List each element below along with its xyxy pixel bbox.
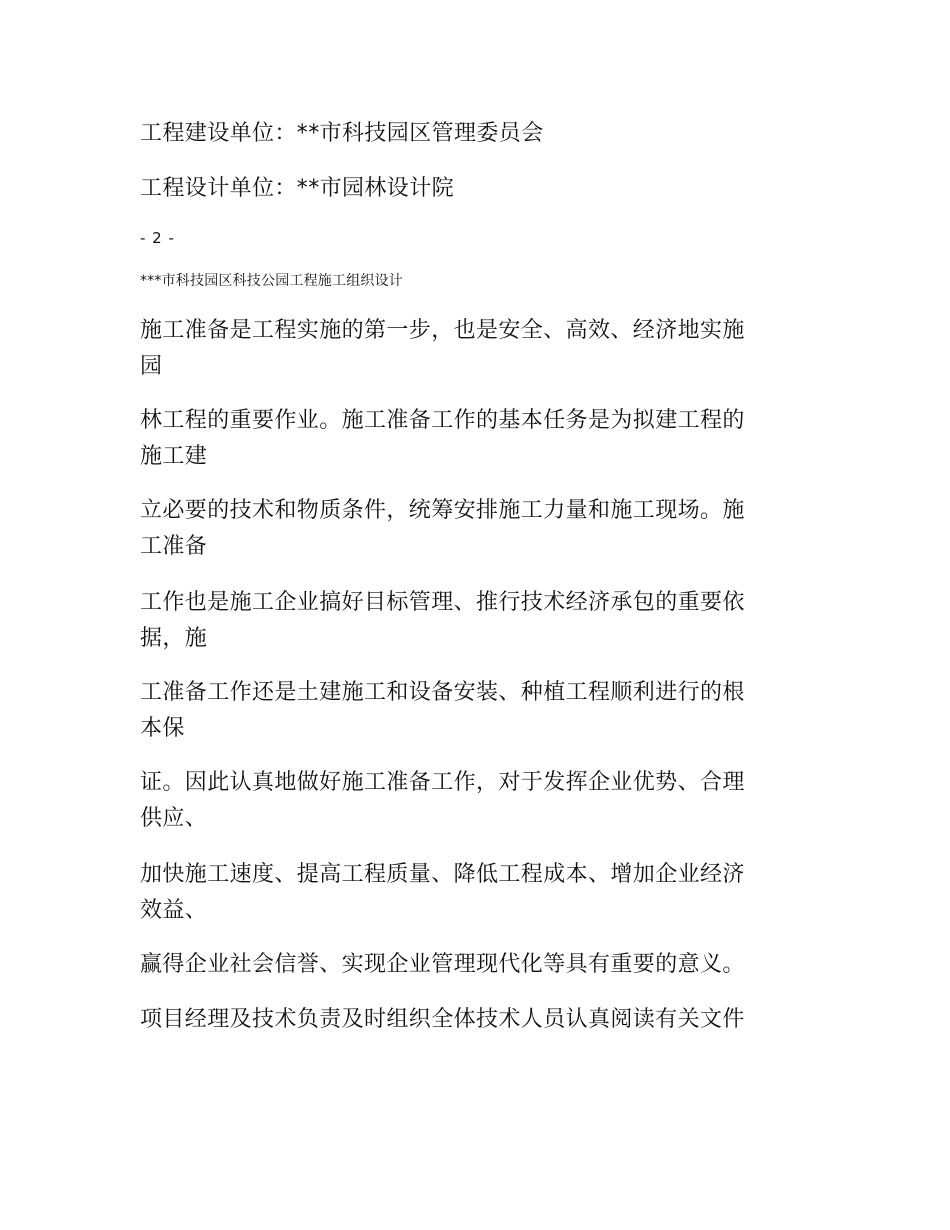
body-line: 据，施 (140, 626, 208, 651)
body-line: 施工建 (140, 444, 208, 469)
body-line: 园 (140, 354, 163, 379)
body-line: 本保 (140, 716, 185, 741)
body-line: 效益、 (140, 898, 208, 923)
body-line: 工作也是施工企业搞好目标管理、推行技术经济承包的重要依 (140, 590, 745, 615)
body-line: 林工程的重要作业。施工准备工作的基本任务是为拟建工程的 (140, 408, 745, 433)
body-line: 项目经理及技术负责及时组织全体技术人员认真阅读有关文件 (140, 1007, 745, 1032)
body-line: 赢得企业社会信誉、实现企业管理现代化等具有重要的意义。 (140, 952, 745, 977)
body-line: 工准备工作还是土建施工和设备安装、种植工程顺利进行的根 (140, 680, 745, 705)
body-line: 加快施工速度、提高工程质量、降低工程成本、增加企业经济 (140, 862, 745, 887)
construction-unit-line: 工程建设单位：**市科技园区管理委员会 (140, 121, 544, 146)
body-line: 施工准备是工程实施的第一步，也是安全、高效、经济地实施 (140, 318, 745, 343)
body-line: 立必要的技术和物质条件，统筹安排施工力量和施工现场。施 (140, 498, 745, 523)
running-header: ***市科技园区科技公园工程施工组织设计 (140, 273, 403, 289)
page-number: - 2 - (140, 229, 175, 247)
design-unit-line: 工程设计单位：**市园林设计院 (140, 176, 455, 201)
body-line: 供应、 (140, 806, 208, 831)
body-line: 工准备 (140, 534, 208, 559)
body-line: 证。因此认真地做好施工准备工作，对于发挥企业优势、合理 (140, 770, 745, 795)
